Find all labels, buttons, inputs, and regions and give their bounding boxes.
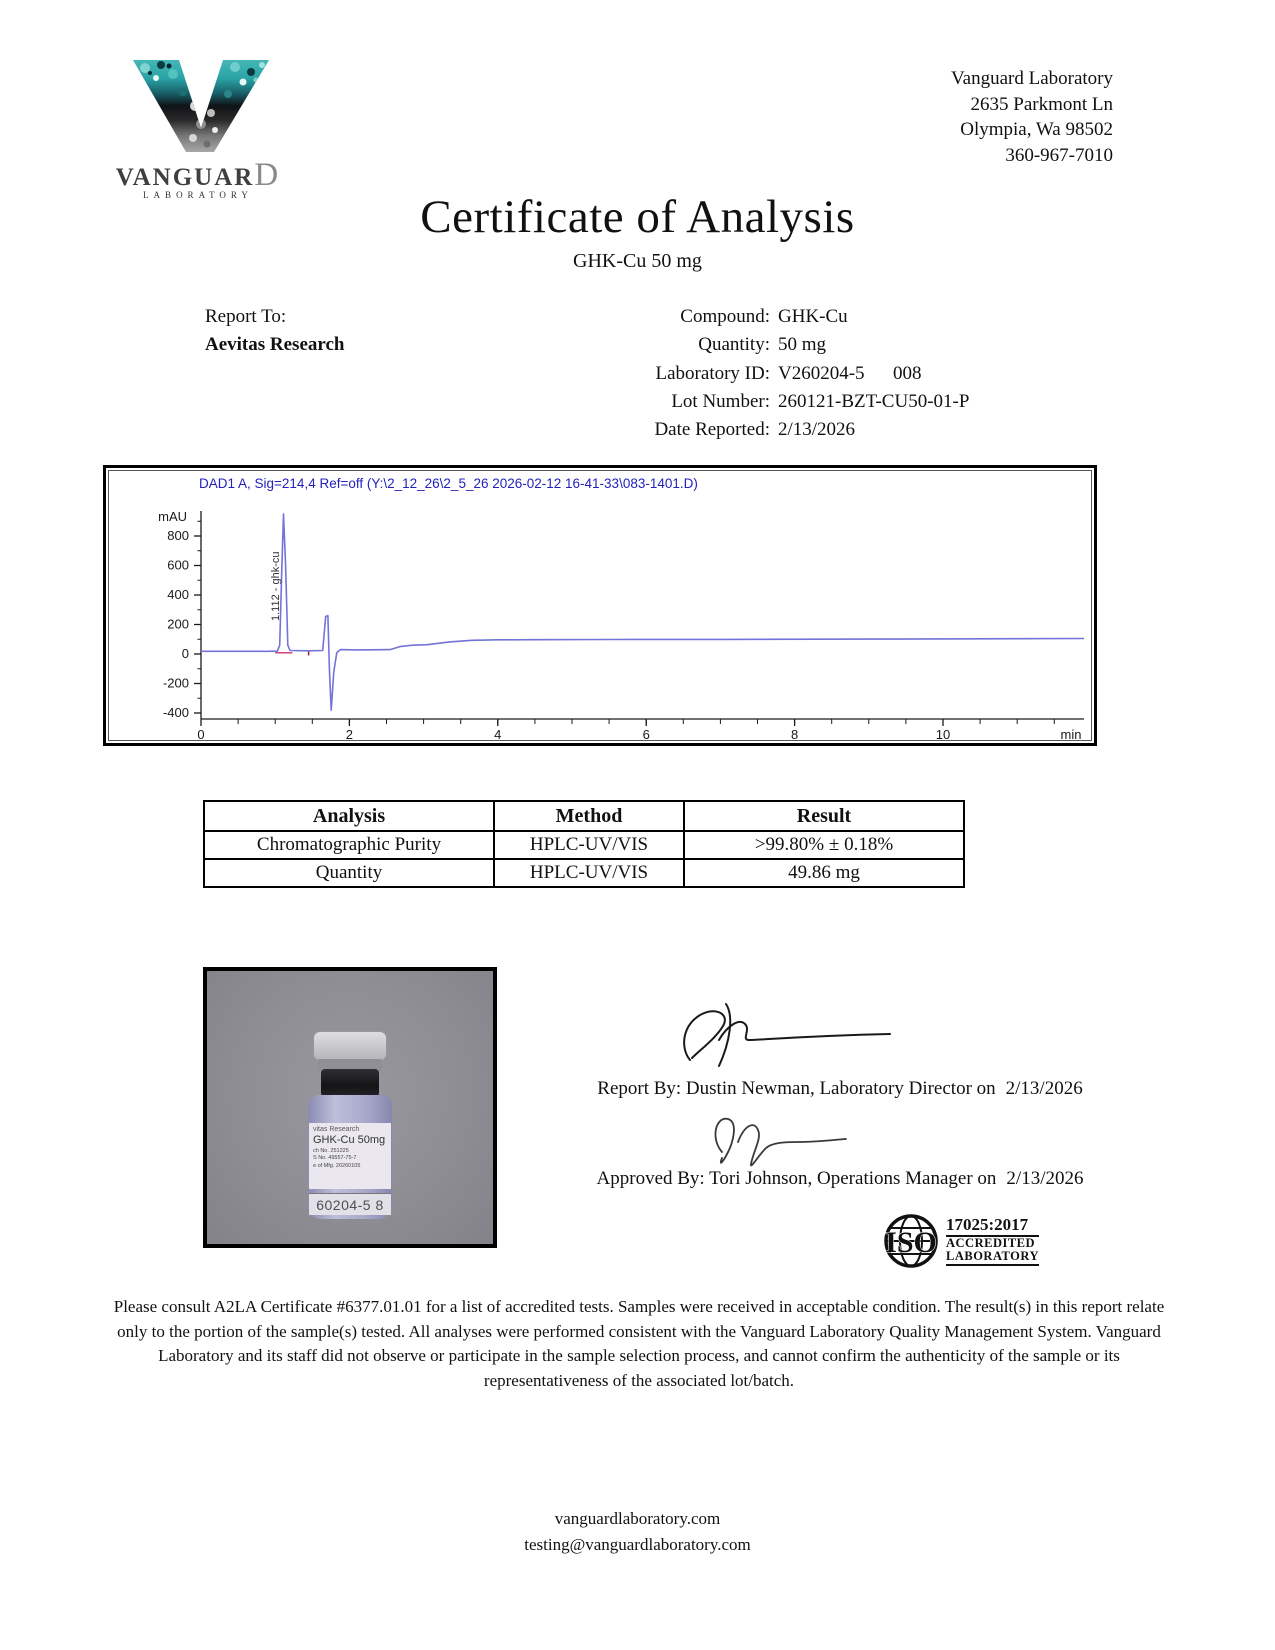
chart-axes — [163, 511, 1084, 742]
report-to-block — [205, 303, 344, 358]
approved-by-line: Approved By: Tori Johnson, Operations Manager on 2/13/2026 — [596, 1168, 1084, 1189]
footer-website: vanguardlaboratory.com — [554, 1509, 721, 1528]
info-row-compound: Compound: GHK-Cu — [680, 306, 848, 327]
vanguard-logo — [108, 58, 288, 200]
cell-method-2: HPLC-UV/VIS — [494, 859, 684, 887]
svg-text:400: 400 — [167, 587, 189, 602]
svg-text:200: 200 — [167, 616, 189, 632]
vial-photo-frame — [203, 967, 497, 1248]
sample-info-fields — [560, 303, 969, 444]
address-street: 2635 Parkmont Ln — [970, 93, 1113, 115]
header-result: Result — [684, 801, 964, 831]
iso-accredited: ACCREDITED — [946, 1235, 1036, 1250]
info-row-date-reported: Date Reported: 2/13/2026 — [654, 419, 856, 441]
info-row-laboratory-id: Laboratory ID: V260204-5 008 — [655, 362, 922, 384]
x-axis-unit: min — [1060, 727, 1082, 742]
report-by-line: Report By: Dustin Newman, Laboratory Director on 2/13/2026 — [597, 1078, 1083, 1099]
peak-label: 1.112 - ghk-cu — [270, 551, 282, 621]
address-name: Vanguard Laboratory — [951, 68, 1113, 89]
svg-text:800: 800 — [167, 528, 189, 543]
svg-text:ISO: ISO — [885, 1226, 937, 1259]
cell-method-1: HPLC-UV/VIS — [494, 831, 684, 859]
vanguard-v-icon — [123, 58, 273, 154]
table-row — [204, 859, 964, 887]
info-row-lot-number: Lot Number: 260121-BZT-CU50-01-P — [671, 390, 970, 412]
address-phone: 360-967-7010 — [1005, 144, 1113, 166]
vial-photo — [207, 971, 493, 1244]
svg-text:4: 4 — [494, 727, 502, 742]
svg-text:-200: -200 — [162, 675, 189, 691]
results-table — [203, 800, 965, 888]
table-row — [204, 831, 964, 859]
vial-label-cas: S No. 49557-75-7 — [313, 1155, 357, 1162]
logo-subtext: LABORATORY — [143, 190, 253, 200]
approved-date: 2/13/2026 — [1006, 1168, 1084, 1189]
header-method: Method — [494, 801, 684, 831]
header-analysis: Analysis — [204, 801, 494, 831]
results-header-row — [204, 801, 964, 831]
cell-result-2: 49.86 mg — [684, 859, 964, 887]
cell-result-1: >99.80% ± 0.18% — [684, 831, 964, 859]
report-to-label: Report To: — [205, 306, 287, 327]
report-signature-icon — [672, 998, 908, 1076]
info-row-quantity: Quantity: 50 mg — [698, 334, 827, 356]
document-title: Certificate of Analysis — [420, 191, 855, 243]
iso-standard: 17025:2017 — [946, 1216, 1039, 1237]
approved-signature-icon — [706, 1108, 866, 1170]
logo-wordmark: VANGUARD — [115, 157, 281, 193]
svg-text:0: 0 — [181, 646, 189, 661]
chromatogram-trace — [201, 514, 1084, 710]
iso-accreditation-mark — [882, 1212, 1039, 1270]
vial-crimp-seal — [321, 1069, 379, 1097]
address-city: Olympia, Wa 98502 — [960, 119, 1113, 141]
disclaimer-paragraph: Please consult A2LA Certificate #6377.01.01 for a list of accredited tests. Samples were received in acceptable condition. The result(s) in this report relate only to the portion of the sample(s) tested. All analyses were performed consistent with the Vanguard Laboratory Quality Management System. Vanguard Laboratory and its staff did not observe or participate in the sample selection process, and cannot confirm the authenticity of the sample or its representativeness of the associated lot/batch. — [113, 1297, 1165, 1390]
footer-email: testing@vanguardlaboratory.com — [524, 1535, 751, 1555]
svg-text:6: 6 — [642, 727, 650, 742]
iso-globe-icon — [882, 1212, 940, 1270]
chromatogram-signal-header: DAD1 A, Sig=214,4 Ref=off (Y:\2_12_26\2_5_26 2026-02-12 16-41-33\083-1401.D) — [199, 476, 698, 491]
vial-label-code: 60204-5 8 — [309, 1193, 391, 1215]
y-axis-unit: mAU — [158, 509, 187, 524]
report-date: 2/13/2026 — [1005, 1078, 1083, 1099]
vial-cap — [313, 1031, 387, 1061]
vial-label-batch: ch No. 251225 — [313, 1148, 349, 1154]
chromatogram-inner-frame — [108, 470, 1092, 741]
svg-text:8: 8 — [790, 727, 799, 742]
page-footer — [0, 1506, 1275, 1559]
cell-analysis-2: Quantity — [204, 859, 494, 887]
svg-text:-400: -400 — [162, 705, 189, 720]
vial-label-product: GHK-Cu 50mg — [313, 1134, 386, 1146]
svg-text:600: 600 — [167, 557, 189, 573]
lab-address — [951, 66, 1113, 169]
vial-label-brand: vitas Research — [313, 1126, 360, 1133]
svg-text:2: 2 — [345, 727, 354, 742]
svg-text:0: 0 — [197, 727, 205, 742]
vial-body — [308, 1095, 392, 1219]
vial-label — [309, 1123, 391, 1189]
logo-big-d: D — [254, 157, 281, 193]
cell-analysis-1: Chromatographic Purity — [204, 831, 494, 859]
iso-laboratory: LABORATORY — [946, 1250, 1039, 1266]
document-subtitle: GHK-Cu 50 mg — [573, 250, 702, 272]
svg-text:10: 10 — [935, 727, 951, 742]
report-to-value: Aevitas Research — [205, 333, 345, 355]
vial-label-mfg: e of Mfg. 20260105 — [313, 1162, 361, 1169]
chromatogram-svg — [111, 491, 1095, 743]
chromatogram-panel — [103, 465, 1097, 746]
iso-text-block — [946, 1216, 1039, 1266]
